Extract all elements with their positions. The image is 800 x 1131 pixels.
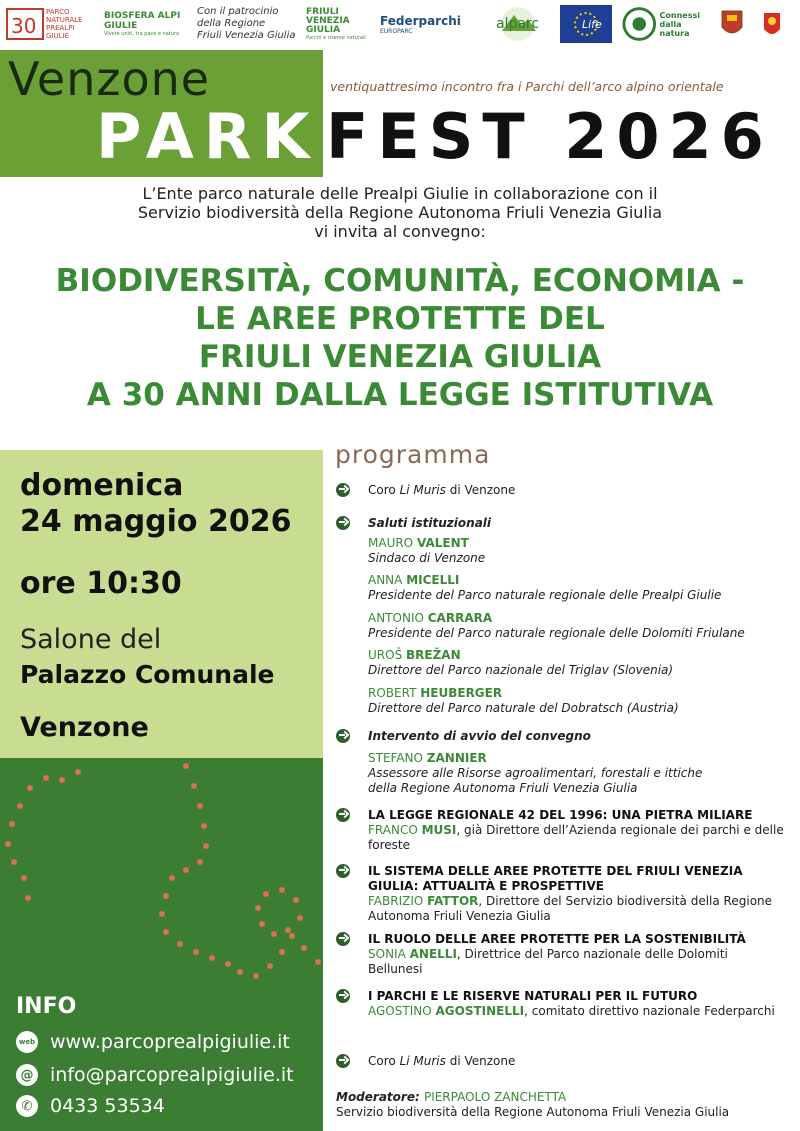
speaker-role: Direttore del Parco nazionale del Triglav (Slovenia) xyxy=(368,663,674,677)
moderator-name: PIERPAOLO ZANCHETTA xyxy=(423,1090,567,1104)
speaker-last-name: VALENT xyxy=(416,536,469,550)
speaker-last-name: HEUBERGER xyxy=(420,686,503,700)
fvg-sub: Parchi e riserve naturali xyxy=(306,34,366,41)
arrow-bullet-icon xyxy=(336,989,350,1003)
speaker-first-name: ROBERT xyxy=(368,686,417,700)
venzone-heading: Venzone xyxy=(8,52,211,106)
title-line4: A 30 ANNI DALLA LEGGE ISTITUTIVA xyxy=(86,377,714,413)
parco-prealpi-logo xyxy=(6,4,86,44)
title-line3: FRIULI VENEZIA GIULIA xyxy=(198,339,602,375)
speaker-item xyxy=(368,611,788,641)
fest-word: FEST 2026 xyxy=(326,100,773,173)
event-time: ore 10:30 xyxy=(20,566,182,601)
arrow-bullet-icon xyxy=(336,1054,350,1068)
speaker-last-name: BREŽAN xyxy=(406,648,461,662)
connessi-logo xyxy=(622,4,712,44)
phone-number[interactable]: 0433 53534 xyxy=(50,1095,165,1117)
biosfera-text: BIOSFERA ALPI GIULIE xyxy=(104,11,181,31)
europarc-text: EUROPARC xyxy=(380,27,413,35)
talk3-first-name: SONIA xyxy=(368,947,406,961)
talk2-text xyxy=(368,864,786,924)
talk1-title: LA LEGGE REGIONALE 42 DEL 1996: UNA PIETRA MILIARE xyxy=(368,808,753,822)
intro-text xyxy=(0,184,800,241)
moderator-block: Moderatore: PIERPAOLO ZANCHETTA Servizio biodiversità della Regione Autonoma Friuli Venezia Giulia xyxy=(336,1090,786,1120)
talk1-last-name: MUSI xyxy=(421,823,457,837)
venzone-crest xyxy=(720,4,746,44)
speaker-first-name: MAURO xyxy=(368,536,414,550)
arrow-bullet-icon xyxy=(336,483,350,497)
life-text: Life xyxy=(582,17,602,31)
crest-icon xyxy=(720,7,744,41)
coro-open-text xyxy=(368,483,786,498)
title-line2: LE AREE PROTETTE DEL xyxy=(195,301,605,337)
parco-prealpi-text: PARCO NATURALE PREALPI GIULIE xyxy=(46,8,83,40)
talk2-role: , Direttore del Servizio biodiversità della Regione Autonoma Friuli Venezia Giulia xyxy=(368,894,773,923)
speaker-first-name: UROŠ xyxy=(368,648,403,662)
event-building: Palazzo Comunale xyxy=(20,660,275,689)
website-link[interactable]: www.parcoprealpigiulie.it xyxy=(50,1031,290,1053)
speaker-item xyxy=(368,573,788,603)
event-town: Venzone xyxy=(20,712,149,743)
talk4-text xyxy=(368,989,786,1019)
life-logo xyxy=(582,4,612,44)
logos-bar xyxy=(0,0,800,48)
speaker-first-name: ANNA xyxy=(368,573,403,587)
svg-text:30: 30 xyxy=(11,14,37,38)
biosfera-logo xyxy=(104,4,190,44)
speaker-item xyxy=(368,536,788,566)
talk3-role: , Direttrice del Parco nazionale delle Dolomiti Bellunesi xyxy=(368,947,728,976)
coro-open-b: Li Muris xyxy=(399,483,446,497)
alparc-logo xyxy=(486,4,552,44)
intro-line1: L’Ente parco naturale delle Prealpi Giulie in collaborazione con il xyxy=(142,184,658,203)
email-icon: @ xyxy=(16,1064,38,1086)
fvg-line2: VENEZIA xyxy=(306,15,350,26)
crest-eagle-icon xyxy=(760,7,784,41)
header-subtitle: ventiquattresimo incontro fra i Parchi dell’arco alpino orientale xyxy=(330,79,724,94)
coro-close-a: Coro xyxy=(368,1054,396,1068)
speaker-role: Presidente del Parco naturale regionale delle Dolomiti Friulane xyxy=(368,626,745,640)
fvg-parchi-logo xyxy=(306,4,374,44)
coro-open-a: Coro xyxy=(368,483,396,497)
federparchi-logo xyxy=(380,4,476,44)
conference-title xyxy=(0,262,800,414)
fvg-line1: FRIULI xyxy=(306,6,339,17)
park-word: PARK xyxy=(96,100,320,173)
arrow-bullet-icon xyxy=(336,729,350,743)
talk2-title: IL SISTEMA DELLE AREE PROTETTE DEL FRIULI VENEZIA GIULIA: ATTUALITÀ E PROSPETTIVE xyxy=(368,864,743,893)
phone-row[interactable] xyxy=(16,1093,165,1119)
federparchi-text: Federparchi xyxy=(380,13,461,28)
coro-close-text xyxy=(368,1054,786,1069)
coro-open-c: di Venzone xyxy=(449,483,516,497)
speaker-last-name: ZANNIER xyxy=(426,751,487,765)
biosfera-motto: Vivere uniti, tra pace e natura xyxy=(104,31,180,37)
connessi-line1: Connessi xyxy=(659,10,700,20)
regional-crest xyxy=(760,4,786,44)
talk4-first-name: AGOSTINO xyxy=(368,1004,432,1018)
speaker-role: Direttore del Parco naturale del Dobratsch (Austria) xyxy=(368,701,679,715)
title-line1: BIODIVERSITÀ, COMUNITÀ, ECONOMIA - xyxy=(55,263,745,299)
email-link[interactable]: info@parcoprealpigiulie.it xyxy=(50,1064,294,1086)
speaker-first-name: ANTONIO xyxy=(368,611,424,625)
programma-heading: programma xyxy=(335,440,491,469)
info-heading: INFO xyxy=(16,994,77,1019)
talk1-role: , già Direttore dell’Azienda regionale dei parchi e delle foreste xyxy=(368,823,784,852)
connessi-badge-icon xyxy=(622,6,657,42)
park-30-icon xyxy=(6,5,46,43)
speaker-item-zannier xyxy=(368,751,788,796)
talk2-first-name: FABRIZIO xyxy=(368,894,424,908)
talk3-text xyxy=(368,932,786,977)
saluti-label: Saluti istituzionali xyxy=(368,516,492,530)
moderator-label: Moderatore xyxy=(336,1090,415,1104)
talk4-title: I PARCHI E LE RISERVE NATURALI PER IL FUTURO xyxy=(368,989,698,1003)
phone-icon: ✆ xyxy=(16,1095,38,1117)
speaker-role: Sindaco di Venzone xyxy=(368,551,486,565)
patrocinio-line1: Con il patrocinio xyxy=(197,6,279,17)
alparc-text: alparc xyxy=(496,16,540,32)
arrow-bullet-icon xyxy=(336,808,350,822)
arrow-bullet-icon xyxy=(336,516,350,530)
intro-line3: vi invita al convegno: xyxy=(314,222,486,241)
talk3-title: IL RUOLO DELLE AREE PROTETTE PER LA SOSTENIBILITÀ xyxy=(368,932,746,946)
speaker-role-line1: Assessore alle Risorse agroalimentari, forestali e ittiche xyxy=(368,766,703,780)
patrocinio-block xyxy=(197,4,297,44)
coro-close-b: Li Muris xyxy=(399,1054,446,1068)
arrow-bullet-icon xyxy=(336,932,350,946)
talk1-first-name: FRANCO xyxy=(368,823,418,837)
speaker-role-line2: della Regione Autonoma Friuli Venezia Giulia xyxy=(368,781,638,795)
speaker-last-name: MICELLI xyxy=(406,573,460,587)
intro-line2: Servizio biodiversità della Regione Autonoma Friuli Venezia Giulia xyxy=(137,203,663,222)
avvio-label: Intervento di avvio del convegno xyxy=(368,729,591,743)
email-row[interactable] xyxy=(16,1062,294,1088)
moderator-role: Servizio biodiversità della Regione Autonoma Friuli Venezia Giulia xyxy=(336,1105,730,1119)
event-date xyxy=(20,468,291,540)
talk4-last-name: AGOSTINELLI xyxy=(435,1004,525,1018)
arrow-bullet-icon xyxy=(336,864,350,878)
talk2-last-name: FATTOR xyxy=(427,894,479,908)
event-day: domenica xyxy=(20,468,184,503)
speaker-item xyxy=(368,648,788,678)
speaker-first-name: STEFANO xyxy=(368,751,423,765)
event-hall: Salone del xyxy=(20,624,162,655)
event-date-text: 24 maggio 2026 xyxy=(20,504,292,539)
globe-icon: web xyxy=(16,1031,38,1053)
coro-close-c: di Venzone xyxy=(449,1054,516,1068)
trail-map-decoration xyxy=(0,758,323,998)
talk4-role: , comitato direttivo nazionale Federparchi xyxy=(524,1004,775,1018)
speaker-item xyxy=(368,686,788,716)
fvg-line3: GIULIA xyxy=(306,24,341,35)
patrocinio-line2: della Regione xyxy=(197,18,266,29)
speaker-role: Presidente del Parco naturale regionale delle Prealpi Giulie xyxy=(368,588,722,602)
website-row[interactable] xyxy=(16,1029,290,1055)
talk3-last-name: ANELLI xyxy=(409,947,457,961)
speaker-last-name: CARRARA xyxy=(427,611,493,625)
talk1-text xyxy=(368,808,786,853)
patrocinio-line3: Friuli Venezia Giulia xyxy=(197,30,296,41)
connessi-line2: dalla natura xyxy=(659,19,690,38)
